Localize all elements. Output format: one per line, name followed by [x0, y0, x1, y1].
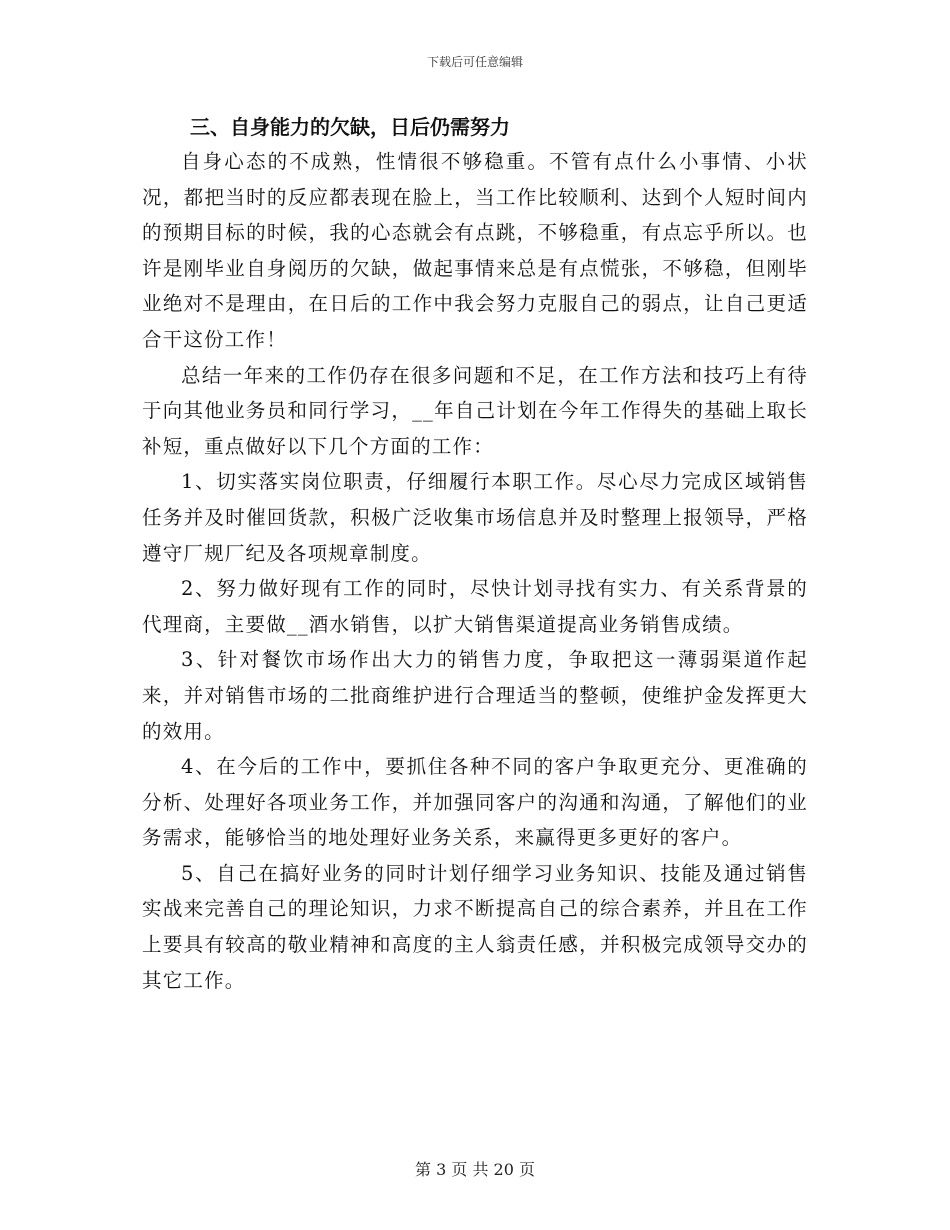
paragraph-item-3: 3、针对餐饮市场作出大力的销售力度，争取把这一薄弱渠道作起来，并对销售市场的二批商维护进行合理适当的整顿，使维护金发挥更大的效用。 — [142, 648, 808, 743]
paragraph-self-attitude: 自身心态的不成熟，性情很不够稳重。不管有点什么小事情、小状况，都把当时的反应都表现在脸上，当工作比较顺利、达到个人短时间内的预期目标的时候，我的心态就会有点跳，不够稳重，有点忘乎所以。也许是刚毕业自身阅历的欠缺，做起事情来总是有点慌张，不够稳，但刚毕业绝对不是理由，在日后的工作中我会努力克服自己的弱点，让自己更适合干这份工作！ — [142, 150, 808, 351]
paragraph-item-5: 5、自己在搞好业务的同时计划仔细学习业务知识、技能及通过销售实战来完善自己的理论知识，力求不断提高自己的综合素养，并且在工作上要具有较高的敬业精神和高度的主人翁责任感，并积极完成领导交办的其它工作。 — [142, 861, 808, 992]
paragraph-item-4: 4、在今后的工作中，要抓住各种不同的客户争取更充分、更准确的分析、处理好各项业务工作，并加强同客户的沟通和沟通，了解他们的业务需求，能够恰当的地处理好业务关系，来赢得更多更好的客户。 — [142, 755, 808, 850]
document-body — [142, 110, 808, 998]
paragraph-item-1: 1、切实落实岗位职责，仔细履行本职工作。尽心尽力完成区域销售任务并及时催回货款，积极广泛收集市场信息并及时整理上报领导，严格遵守厂规厂纪及各项规章制度。 — [142, 470, 808, 565]
page-header-note: 下载后可任意编辑 — [426, 55, 523, 69]
section-heading: 三、自身能力的欠缺，日后仍需努力 — [190, 115, 510, 139]
paragraph-item-2: 2、努力做好现有工作的同时，尽快计划寻找有实力、有关系背景的代理商，主要做__酒水销售，以扩大销售渠道提高业务销售成绩。 — [142, 577, 808, 636]
page-number: 第 3 页 共 20 页 — [415, 1160, 535, 1179]
paragraph-summary: 总结一年来的工作仍存在很多问题和不足，在工作方法和技巧上有待于向其他业务员和同行学习，__年自己计划在今年工作得失的基础上取长补短，重点做好以下几个方面的工作： — [142, 363, 808, 458]
